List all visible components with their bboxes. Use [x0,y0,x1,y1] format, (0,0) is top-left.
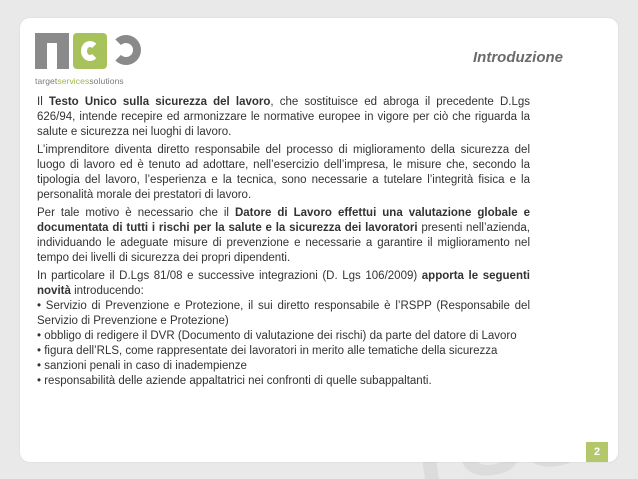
paragraph-intro-bold: Testo Unico sulla sicurezza del lavoro [48,96,271,108]
logo-t-shape [35,33,69,69]
paragraph-datore [37,206,530,266]
paragraph-intro-suffix: , che sostituisce ed abroga il precedente D.Lgs 626/94, intende recepire ed armonizzare le normative europee in vigore per ciò che riguarda la salute e sicurezza nei luoghi di lavoro. [37,96,530,138]
paragraph-novita-prefix: In particolare il D.Lgs 81/08 e successive integrazioni (D. Lgs 106/2009) [37,270,422,282]
paragraph-datore-bold: Datore di Lavoro effettui una valutazione globale e documentata di tutti i rischi per la salute e la sicurezza dei lavoratori [37,207,530,234]
list-item: • Servizio di Prevenzione e Protezione, il sui diretto responsabile è l’RSPP (Responsabile del Servizio di Prevenzione e Protezione) [37,300,530,327]
paragraph-imprenditore: L’imprenditore diventa diretto responsabile del processo di miglioramento della sicurezza del luogo di lavoro ed è tenuto ad adottare, nell’esercizio dell’impresa, le misure che, secondo la tipologia del lavoro, l’esperienza e la tecnica, sono necessarie a tutelare l’integrità fisica e la personalità morale dei prestatori di lavoro. [37,144,530,201]
paragraph-datore-prefix: Per tale motivo è necessario che il [37,207,235,219]
logo-word-services: services [57,76,90,86]
slide [20,18,618,462]
paragraph-novita-suffix: introducendo: [70,285,144,297]
logo-wordmark [35,76,145,86]
logo-s-shape [73,33,107,69]
logo-word-target: target [35,76,58,86]
paragraph-datore-suffix: presenti nell’azienda, individuando le adeguate misure di prevenzione e necessarie a garantire il miglioramento nel tempo dei livelli di sicurezza dei propri dipendenti. [37,222,530,264]
slide-body [37,95,530,389]
paragraph-novita-bold: apporta le seguenti novità [37,270,530,297]
paragraph-intro [37,95,530,140]
logo-word-solutions: solutions [89,76,124,86]
list-item: • responsabilità delle aziende appaltatrici nei confronti di quelle subappaltanti. [37,375,432,387]
list-item: • figura dell’RLS, come rappresentate dei lavoratori in merito alle tematiche della sicurezza [37,345,498,357]
list-item: • obbligo di redigere il DVR (Documento di valutazione dei rischi) da parte del datore di Lavoro [37,330,517,342]
company-logo [35,33,145,93]
logo-mark [35,33,145,73]
slide-title: Introduzione [473,49,563,66]
list-item: • sanzioni penali in caso di inadempienze [37,360,247,372]
paragraph-novita [37,269,530,299]
logo-c-shape [111,35,141,65]
page-number-badge: 2 [586,442,608,462]
paragraph-intro-prefix: Il [37,96,49,108]
